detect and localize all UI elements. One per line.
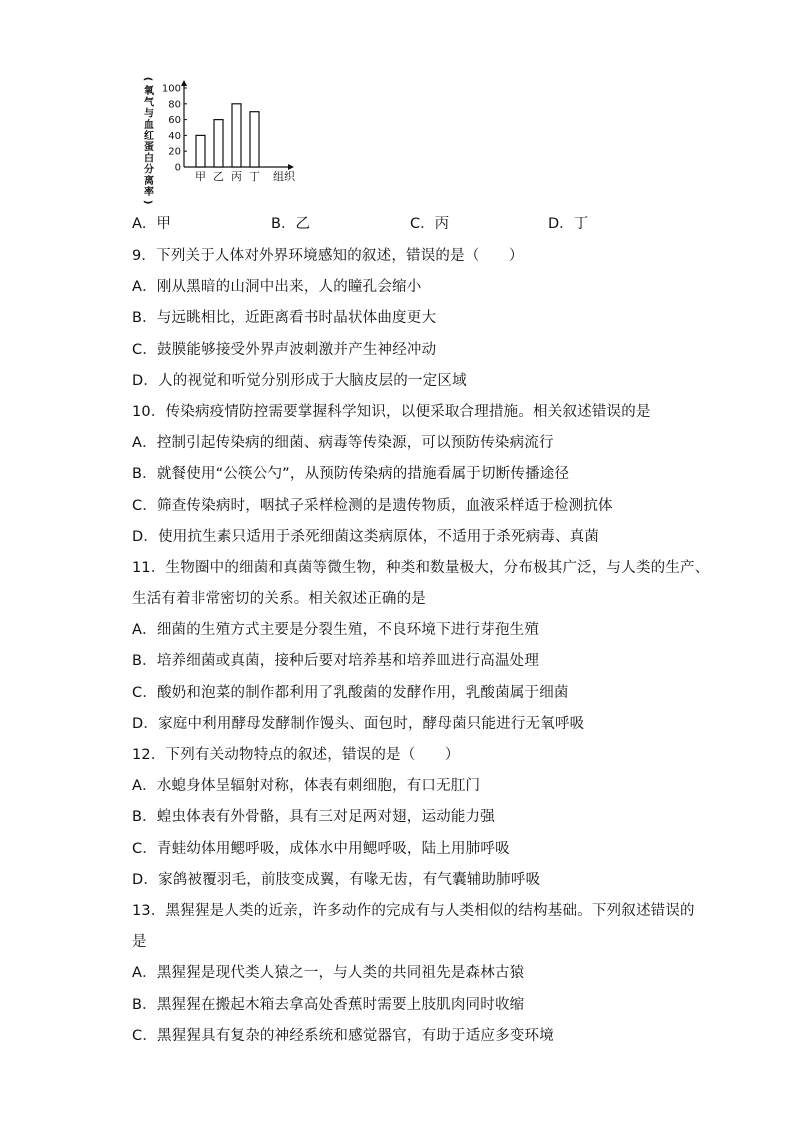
- y-label-char: 白: [144, 153, 154, 165]
- x-tick-label: 甲: [195, 170, 206, 183]
- question-list: [132, 241, 710, 1052]
- bars: [196, 104, 259, 167]
- q10-stem: 10．传染病疫情防控需要掌握科学知识，以便采取合理措施。相关叙述错误的是: [132, 403, 651, 420]
- bar-乙: [214, 120, 223, 167]
- q12-stem: 12．下列有关动物特点的叙述，错误的是（ ）: [132, 747, 460, 763]
- y-label-char: 红: [144, 131, 154, 142]
- q11-option-b[interactable]: B．培养细菌或真菌，接种后要对培养基和培养皿进行高温处理: [132, 653, 540, 670]
- q11-option-a[interactable]: A．细菌的生殖方式主要是分裂生殖，不良环境下进行芽孢生殖: [132, 622, 540, 639]
- bar-丁: [250, 112, 259, 167]
- q9-option-a[interactable]: A．刚从黑暗的山洞中出来，人的瞳孔会缩小: [132, 279, 422, 296]
- q9-stem: 9．下列关于人体对外界环境感知的叙述，错误的是（ ）: [132, 248, 524, 264]
- y-axis-arrow: [181, 80, 187, 86]
- q9-option-d[interactable]: D．人的视觉和听觉分别形成于大脑皮层的一定区域: [132, 372, 467, 389]
- y-label-char: 分: [144, 164, 154, 176]
- y-tick-label: 20: [168, 146, 181, 158]
- q13-option-c[interactable]: C．黑猩猩具有复杂的神经系统和感觉器官，有助于适应多变环境: [132, 1027, 554, 1044]
- x-tick-label: 丙: [231, 170, 242, 183]
- q9-option-c[interactable]: C．鼓膜能够接受外界声波刺激并产生神经冲动: [132, 341, 437, 358]
- x-axis-label: 组织: [273, 170, 295, 183]
- q8-options: [132, 212, 692, 234]
- q11-option-d[interactable]: D．家庭中利用酵母发酵制作馒头、面包时，酵母菌只能进行无氧呼吸: [132, 715, 585, 732]
- q8-option-b[interactable]: B．乙: [271, 216, 310, 232]
- q10-option-d[interactable]: D．使用抗生素只适用于杀死细菌这类病原体，不适用于杀死病毒、真菌: [132, 528, 600, 545]
- bar-chart: [140, 66, 310, 205]
- q13-stem: 13．黑猩猩是人类的近亲，许多动作的完成有与人类相似的结构基础。下列叙述错误的: [132, 902, 695, 919]
- x-tick-label: 乙: [213, 170, 224, 183]
- q10-option-a[interactable]: A．控制引起传染病的细菌、病毒等传染源，可以预防传染病流行: [132, 435, 554, 452]
- y-tick-label: 80: [168, 99, 181, 111]
- y-label-char: (: [142, 76, 153, 82]
- q12-option-b[interactable]: B．蝗虫体表有外骨骼，具有三对足两对翅，运动能力强: [132, 809, 495, 826]
- q12-option-d[interactable]: D．家鸽被覆羽毛，前肢变成翼，有喙无齿，有气囊辅助肺呼吸: [132, 871, 541, 888]
- y-label-char: 气: [144, 97, 154, 109]
- y-label-char: 蛋: [144, 142, 154, 154]
- x-tick-labels: [195, 170, 260, 183]
- x-tick-label: 丁: [249, 170, 260, 183]
- y-ticks: [162, 84, 187, 174]
- q13-stem-cont: 是: [132, 934, 147, 951]
- y-tick-label: 60: [168, 115, 181, 127]
- q11-option-c[interactable]: C．酸奶和泡菜的制作都利用了乳酸菌的发酵作用，乳酸菌属于细菌: [132, 684, 569, 701]
- y-label-char: 率: [144, 187, 154, 198]
- q13-option-a[interactable]: A．黑猩猩是现代类人猿之一，与人类的共同祖先是森林古猿: [132, 965, 525, 982]
- q11-stem: 11．生物圈中的细菌和真菌等微生物，种类和数量极大，分布极其广泛，与人类的生产、: [132, 559, 710, 576]
- q10-option-b[interactable]: B．就餐使用“公筷公勺”，从预防传染病的措施看属于切断传播途径: [132, 466, 570, 483]
- bar-丙: [232, 104, 241, 167]
- q9-option-b[interactable]: B．与远眺相比，近距离看书时晶状体曲度更大: [132, 310, 437, 327]
- bar-甲: [196, 135, 205, 167]
- y-label-char: 血: [144, 119, 154, 131]
- bar-chart-svg: [140, 66, 310, 205]
- y-label-char: 离: [144, 175, 154, 187]
- y-label-char: 氧: [144, 86, 154, 98]
- y-label-char: 与: [144, 108, 154, 120]
- q8-option-a[interactable]: A．甲: [132, 216, 171, 232]
- q12-option-c[interactable]: C．青蛙幼体用鳃呼吸，成体水中用鳃呼吸，陆上用肺呼吸: [132, 840, 510, 857]
- y-tick-label: 0: [174, 162, 181, 174]
- q11-stem-cont: 生活有着非常密切的关系。相关叙述正确的是: [132, 591, 426, 608]
- q12-option-a[interactable]: A．水螅身体呈辐射对称，体表有刺细胞，有口无肛门: [132, 778, 481, 795]
- y-tick-label: 100: [161, 83, 181, 95]
- q8-option-d[interactable]: D．丁: [548, 216, 589, 232]
- y-tick-label: 40: [168, 130, 181, 142]
- y-label-char: ): [142, 199, 153, 205]
- q10-option-c[interactable]: C．筛查传染病时，咽拭子采样检测的是遗传物质，血液采样适于检测抗体: [132, 497, 613, 514]
- q8-option-c[interactable]: C．丙: [410, 216, 450, 232]
- y-axis-label: [142, 77, 155, 205]
- q13-option-b[interactable]: B．黑猩猩在搬起木箱去拿高处香蕉时需要上肢肌肉同时收缩: [132, 996, 525, 1013]
